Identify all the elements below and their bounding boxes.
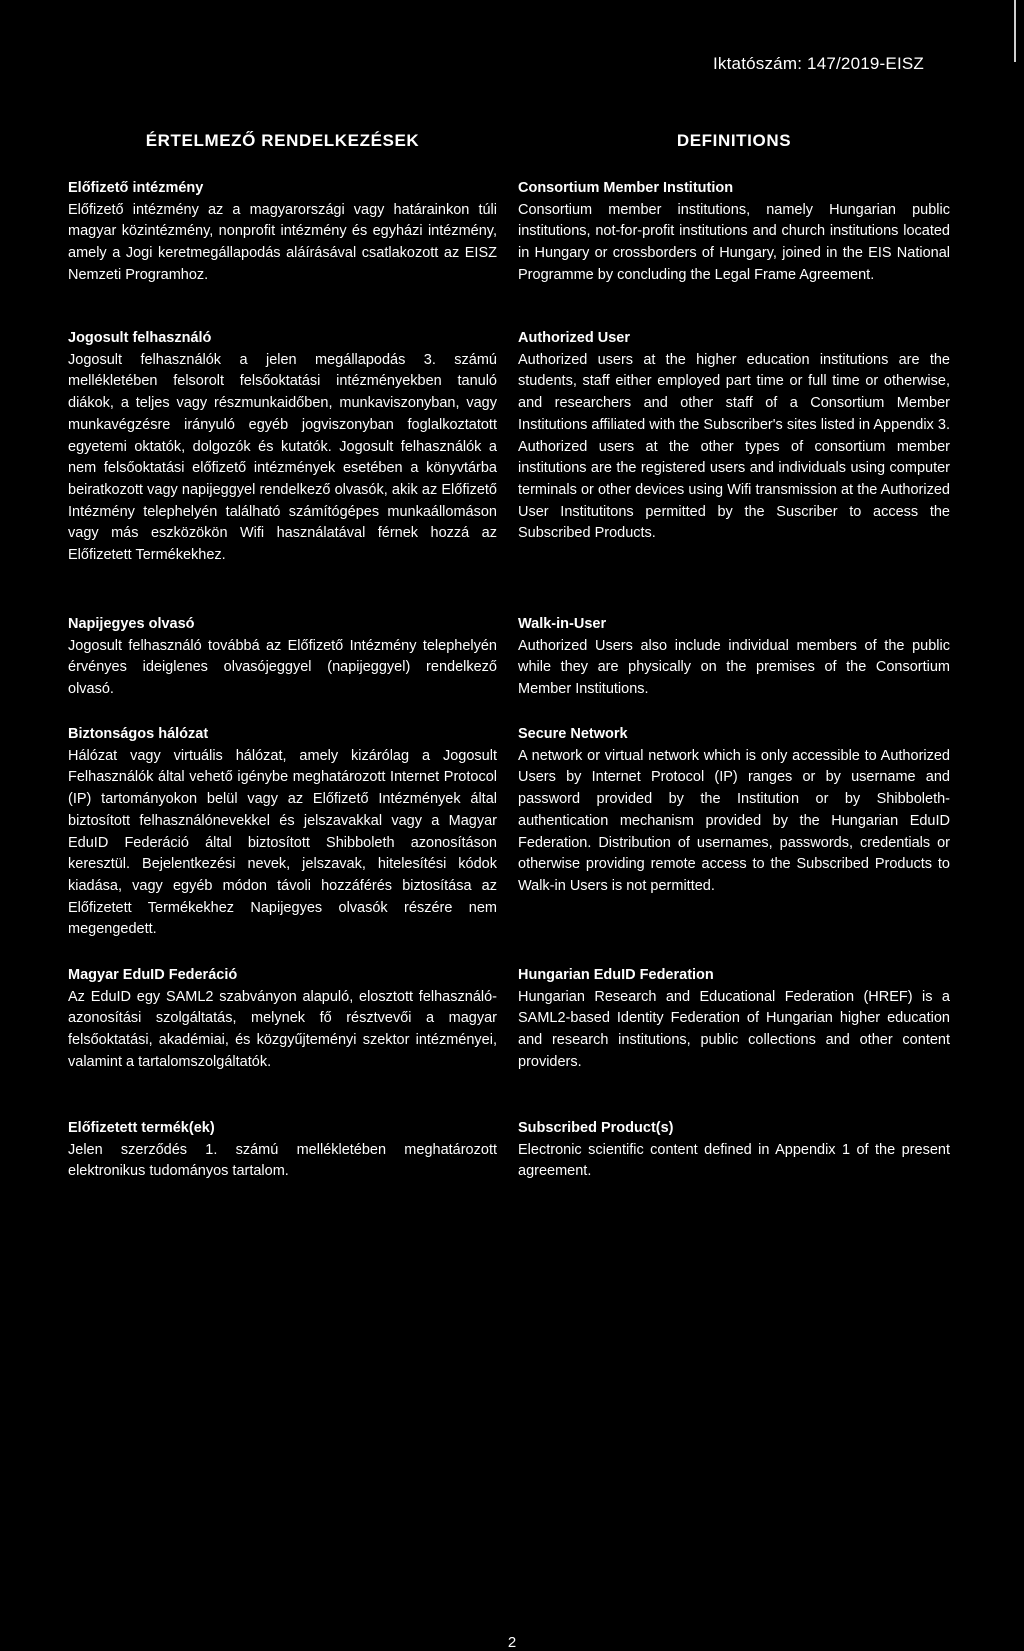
page-edge-line — [1014, 0, 1016, 62]
en-section-subscribed-products — [518, 1118, 950, 1183]
hungarian-column-title: ÉRTELMEZŐ RENDELKEZÉSEK — [145, 131, 420, 150]
en-section-hungarian-eduid-federation — [518, 965, 950, 1074]
section-title: Walk-in-User — [518, 616, 607, 632]
section-title: Secure Network — [518, 726, 628, 742]
section-title: Jogosult felhasználó — [68, 330, 212, 346]
section-title: Napijegyes olvasó — [68, 616, 195, 632]
section-body: Az EduID egy SAML2 szabványon alapuló, elosztott felhasználó-azonosítási szolgáltatás, melynek fő résztvevői a magyar felsőoktatási, akadémiai, és közgyűjteményi szektor intézményei, valamint a tartalomszolgáltatók. — [68, 988, 497, 1070]
hu-section-elofizetett-termekek — [68, 1118, 497, 1183]
english-column-title: DEFINITIONS — [676, 131, 792, 150]
hu-section-napijegyes-olvaso — [68, 614, 497, 701]
en-section-walk-in-user — [518, 614, 950, 701]
section-body: Jogosult felhasználó továbbá az Előfizető Intézmény telephelyén érvényes ideiglenes olvasójeggyel (napijeggyel) rendelkező olvasó. — [68, 637, 497, 698]
hu-section-elofizeto-intezmeny — [68, 178, 497, 287]
hu-section-jogosult-felhasznalo — [68, 328, 497, 567]
section-title: Előfizetett termék(ek) — [68, 1120, 215, 1136]
page-number: 2 — [507, 1634, 517, 1651]
section-title: Subscribed Product(s) — [518, 1120, 674, 1136]
section-body: Hálózat vagy virtuális hálózat, amely kizárólag a Jogosult Felhasználók által vehető igénybe meghatározott Internet Protocol (IP) tartományokon belül vagy az Előfizető Intézmények által biztosított felhasználónevekkel és jelszavakkal vagy a Magyar EduID Federáció által biztosított Shibboleth azonosításon keresztül. Bejelentkezési nevek, jelszavak, hitelesítési kódok kiadása, vagy egyéb módon távoli hozzáférés biztosítása az Előfizetett Termékekhez Napijegyes olvasók részére nem megengedett. — [68, 747, 497, 938]
section-body: Authorized users at the higher education institutions are the students, staff either employed part time or full time or otherwise, and researchers and other staff of a Consortium Member Institutions affiliated with the Subscriber's sites listed in Appendix 3. Authorized users at the other types of consortium member institutions are the registered users and individuals using computer terminals or other devices using Wifi transmission at the Authorized User Institutitons permitted by the Suscriber to access the Subscribed Products. — [518, 351, 950, 542]
section-title: Előfizető intézmény — [68, 180, 204, 196]
section-body: A network or virtual network which is only accessible to Authorized Users by Internet Protocol (IP) ranges or by username and password provided by the Institution or by Shibboleth-authentication mechanism provided by the Hungarian EduID Federation. Distribution of usernames, passwords, credentials or otherwise providing remote access to the Subscribed Products to Walk-in Users is not permitted. — [518, 747, 950, 894]
section-body: Hungarian Research and Educational Federation (HREF) is a SAML2-based Identity Federation of Hungarian higher education and research institutions, public collections and other content providers. — [518, 988, 950, 1070]
section-body: Consortium member institutions, namely Hungarian public institutions, not-for-profit institutions and church institutions located in Hungary or crossborders of Hungary, joined in the EIS National Programme by concluding the Legal Frame Agreement. — [518, 201, 950, 283]
english-column — [518, 130, 950, 1180]
section-title: Magyar EduID Federáció — [68, 967, 238, 983]
section-body: Authorized Users also include individual members of the public while they are physically on the premises of the Consortium Member Institutions. — [518, 637, 950, 698]
section-title: Authorized User — [518, 330, 630, 346]
document-reference-number: Iktatószám: 147/2019-EISZ — [713, 54, 924, 73]
section-body: Előfizető intézmény az a magyarországi vagy határainkon túli magyar közintézmény, nonprofit intézmény és egyházi intézmény, amely a Jogi keretmegállapodás aláírásával csatlakozott az EISZ Nemzeti Programhoz. — [68, 201, 497, 283]
hu-section-biztonsagos-halozat — [68, 724, 497, 941]
hu-section-magyar-eduid-federacio — [68, 965, 497, 1074]
en-section-consortium-member-institution — [518, 178, 950, 287]
hungarian-column — [68, 130, 497, 1180]
section-title: Biztonságos hálózat — [68, 726, 209, 742]
section-title: Consortium Member Institution — [518, 180, 734, 196]
section-title: Hungarian EduID Federation — [518, 967, 714, 983]
section-body: Jogosult felhasználók a jelen megállapodás 3. számú mellékletében felsorolt felsőoktatási intézményekben tanuló diákok, a teljes vagy részmunkaidőben, munkaviszonyban, vagy munkavégzésre irányuló egyéb jogviszonyban foglalkoztatott egyetemi oktatók, dolgozók és kutatók. Jogosult felhasználók a nem felsőoktatási előfizető intézmények esetében a könyvtárba beiratkozott vagy napijeggyel rendelkező olvasók, akik az Előfizető Intézmény telephelyén található számítógépes munkaállomáson vagy más eszközökön Wifi használatával férnek hozzá az Előfizetett Termékekhez. — [68, 351, 497, 564]
section-body: Jelen szerződés 1. számú mellékletében meghatározott elektronikus tudományos tartalom. — [68, 1141, 497, 1180]
en-section-authorized-user — [518, 328, 950, 545]
en-section-secure-network — [518, 724, 950, 898]
section-body: Electronic scientific content defined in Appendix 1 of the present agreement. — [518, 1141, 950, 1180]
